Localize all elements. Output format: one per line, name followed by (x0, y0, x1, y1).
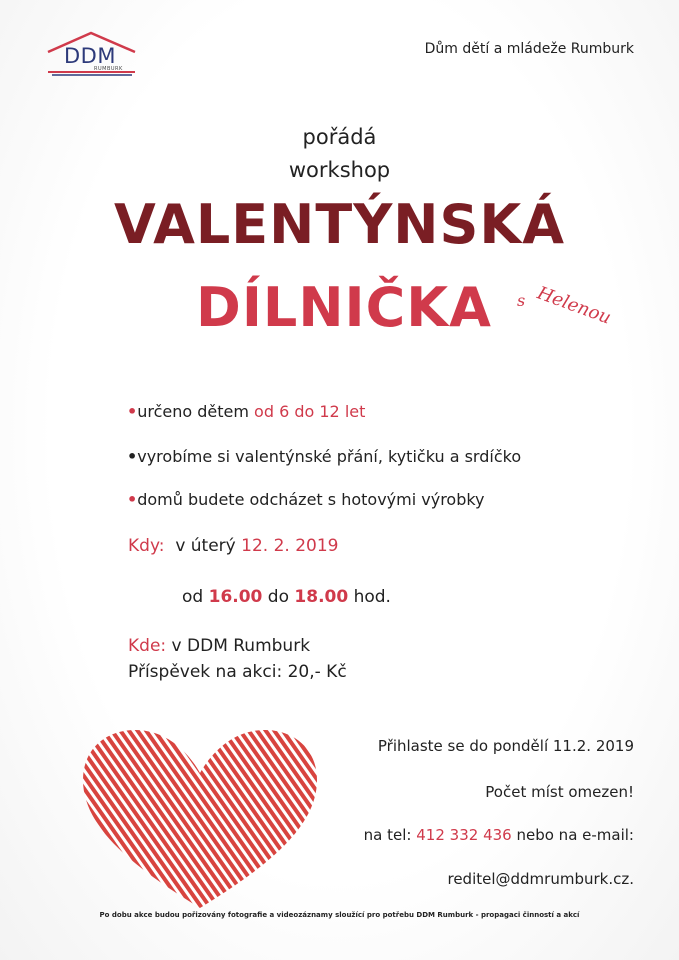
bullet-make (127, 447, 521, 466)
title-line-1: VALENTÝNSKÁ (113, 193, 566, 256)
time-line (182, 587, 391, 607)
bullet-age-highlight: od 6 do 12 let (254, 402, 366, 421)
phone-number: 412 332 436 (416, 826, 512, 844)
bullet-dot-icon: • (127, 447, 138, 466)
bullet-age (127, 402, 365, 421)
when-line (128, 536, 338, 556)
intro-line-2: workshop (288, 158, 391, 182)
bullet-make-text: vyrobíme si valentýnské přání, kytičku a srdíčko (137, 447, 522, 466)
time-from-word: od (182, 587, 204, 607)
when-day: v úterý (175, 536, 236, 556)
footer-note: Po dobu akce budou pořizovány fotografie a videozáznamy sloužící pro potřebu DDM Rumburk - propagaci činností a akcí (99, 911, 580, 919)
organization-name: Dům dětí a mládeže Rumburk (424, 41, 634, 57)
bullet-dot-icon: • (127, 402, 138, 421)
bullet-age-text: určeno dětem (137, 402, 255, 421)
title-with-name: Helenou (534, 282, 614, 329)
title-line-2: DÍLNIČKA (196, 276, 492, 339)
intro-line-1: pořádá (302, 125, 377, 149)
time-from: 16.00 (208, 587, 263, 607)
where-label: Kde: (128, 636, 167, 656)
phone-suffix: nebo na e-mail: (516, 826, 634, 844)
time-to: 18.00 (294, 587, 349, 607)
ddm-logo (44, 30, 139, 78)
limited-text: Počet míst omezen! (485, 783, 634, 801)
when-label: Kdy: (128, 536, 165, 556)
signup-text: Přihlaste se do pondělí 11.2. 2019 (377, 737, 634, 755)
where-value: v DDM Rumburk (171, 636, 311, 656)
bullet-home-text: domů budete odcházet s hotovými výrobky (137, 490, 485, 509)
when-date: 12. 2. 2019 (241, 536, 339, 556)
title-with-s: s (517, 291, 526, 310)
phone-prefix: na tel: (363, 826, 412, 844)
bullet-home (127, 490, 485, 509)
time-suffix: hod. (353, 587, 391, 607)
logo-text: DDM (64, 44, 116, 68)
phone-line (364, 826, 634, 844)
email-link[interactable]: reditel@ddmrumburk.cz. (447, 870, 634, 888)
logo-subtext: RUMBURK (94, 66, 123, 72)
fee-line: Příspěvek na akci: 20,- Kč (128, 662, 347, 682)
time-to-word: do (267, 587, 289, 607)
where-line (128, 636, 310, 656)
bullet-dot-icon: • (127, 490, 138, 509)
heart-icon (75, 718, 325, 918)
